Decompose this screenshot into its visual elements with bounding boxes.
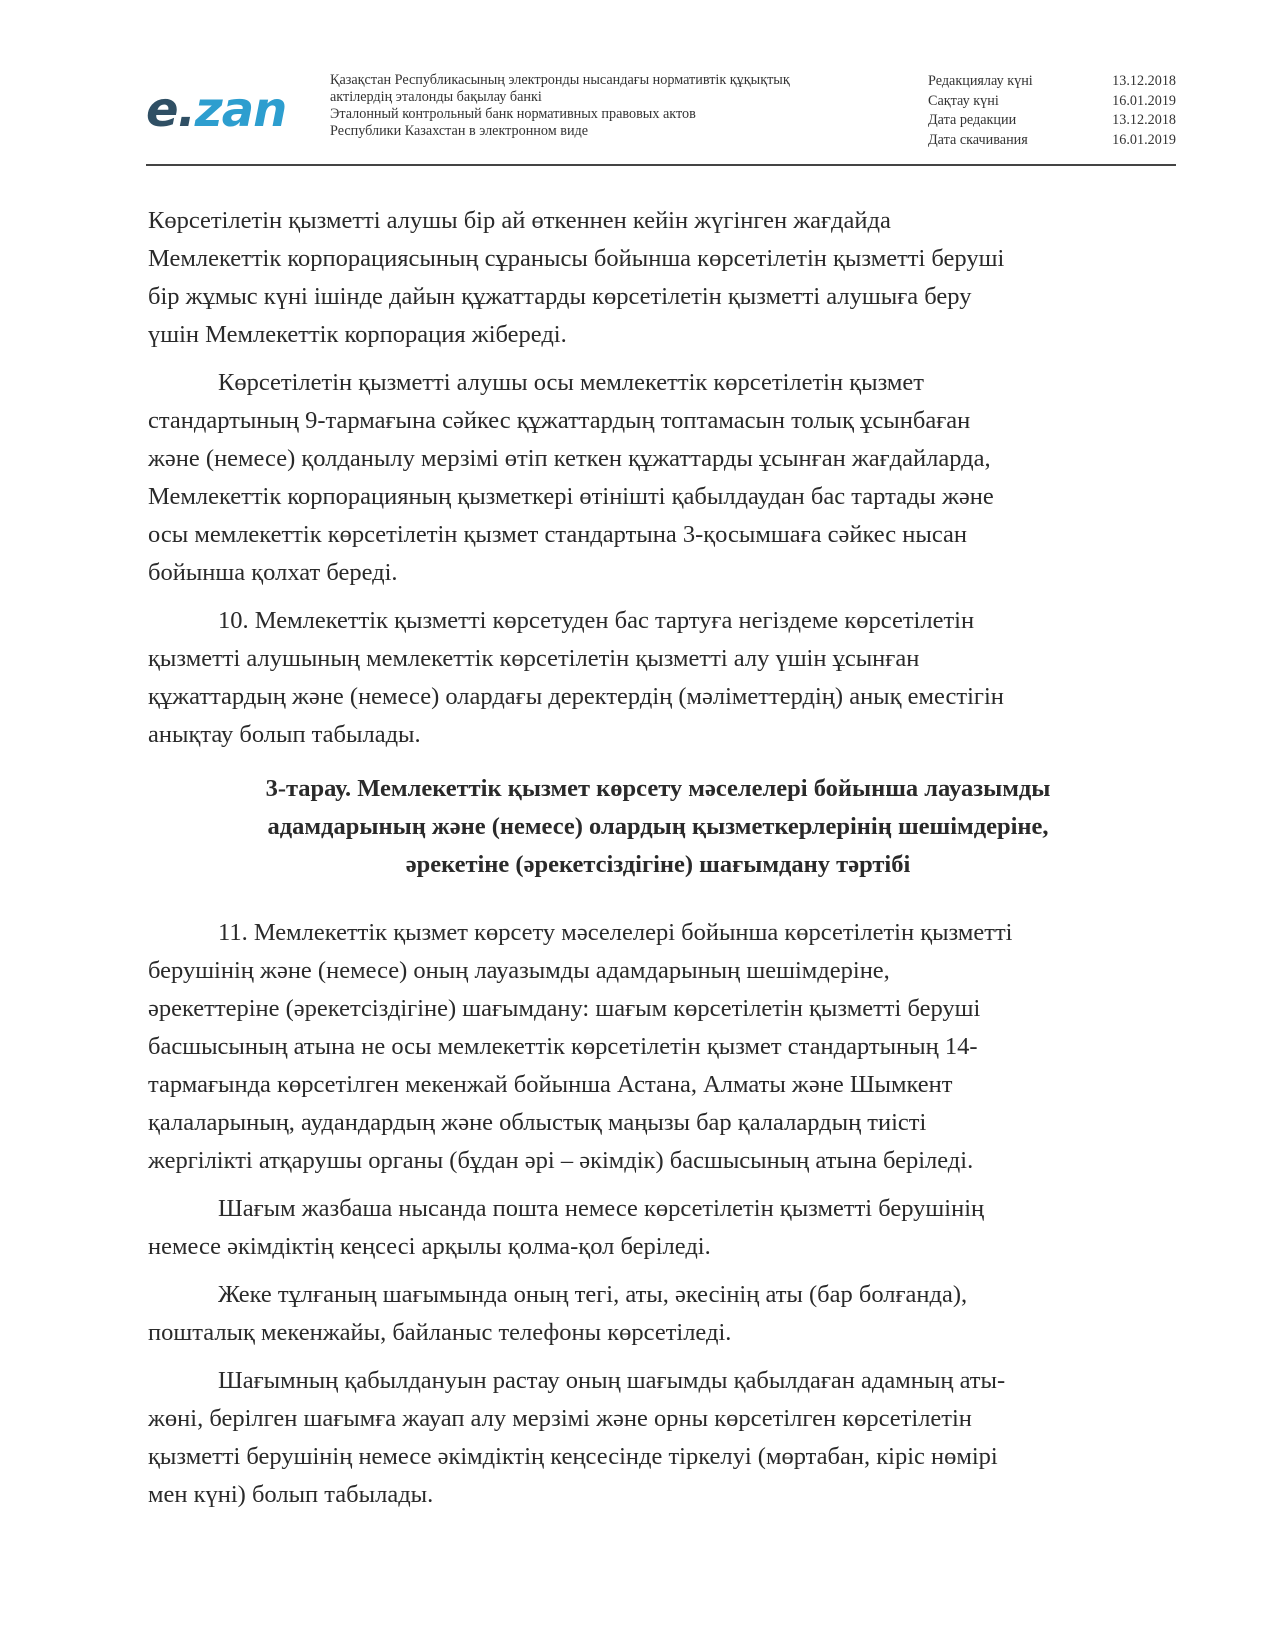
text-line: бойынша қолхат береді. [148, 559, 398, 586]
text-line: осы мемлекеттік көрсетілетін қызмет стандартына 3-қосымшаға сәйкес нысан [148, 521, 968, 548]
header-description-line: актілердің эталонды бақылау банкі [330, 89, 542, 105]
text-line: пошталық мекенжайы, байланыс телефоны көрсетіледі. [148, 1319, 732, 1346]
text-line: мен күні) болып табылады. [148, 1481, 434, 1508]
paragraph-gap [148, 592, 1168, 602]
meta-label: Сақтау күні [928, 92, 999, 109]
text-line: қызметті алушының мемлекеттік көрсетілетін қызметті алу үшін ұсынған [148, 645, 920, 672]
meta-value: 16.01.2019 [1112, 92, 1176, 109]
text-line: құжаттардың және (немесе) олардағы деректердің (мәліметтердің) анық еместігін [148, 683, 1004, 710]
meta-value: 13.12.2018 [1112, 112, 1176, 128]
meta-value: 16.01.2019 [1112, 131, 1176, 148]
paragraph-1 [148, 202, 1168, 354]
page-header [146, 70, 1176, 164]
text-line: жөні, берілген шағымға жауап алу мерзімі және орны көрсетілген көрсетілетін [148, 1405, 972, 1432]
paragraph-gap [148, 1180, 1168, 1190]
text-line: үшін Мемлекеттік корпорация жібереді. [148, 321, 567, 348]
section-gap [148, 754, 1168, 770]
text-line: Мемлекеттік корпорациясының сұранысы бойынша көрсетілетін қызметті беруші [148, 245, 1005, 272]
paragraph-7 [148, 1362, 1168, 1514]
text-line: стандартының 9-тармағына сәйкес құжаттардың топтамасын толық ұсынбаған [148, 407, 971, 434]
meta-row-save-date-kz [928, 92, 1176, 112]
heading-line: 3-тарау. Мемлекеттік қызмет көрсету мәселелері бойынша лауазымды [265, 775, 1051, 802]
heading-line: әрекетіне (әрекетсіздігіне) шағымдану тәртібі [405, 851, 911, 878]
header-description-line: Эталонный контрольный банк нормативных правовых актов [330, 106, 696, 122]
text-line: қызметті берушінің немесе әкімдіктің кеңсесінде тіркелуі (мөртабан, кіріс нөмірі [148, 1443, 998, 1470]
text-line: Шағым жазбаша нысанда пошта немесе көрсетілетін қызметті берушінің [218, 1195, 985, 1222]
text-line: немесе әкімдіктің кеңсесі арқылы қолма-қол беріледі. [148, 1233, 711, 1260]
text-line: 11. Мемлекеттік қызмет көрсету мәселелері бойынша көрсетілетін қызметті [218, 919, 1013, 946]
text-line: тармағында көрсетілген мекенжай бойынша Астана, Алматы және Шымкент [148, 1071, 953, 1098]
text-line: жергілікті атқарушы органы (бұдан әрі – әкімдік) басшысының атына беріледі. [148, 1147, 974, 1174]
text-line: берушінің және (немесе) оның лауазымды адамдарының шешімдеріне, [148, 957, 890, 984]
text-line: анықтау болып табылады. [148, 721, 421, 748]
paragraph-gap [148, 1266, 1168, 1276]
text-line: Көрсетілетін қызметті алушы бір ай өткеннен кейін жүгінген жағдайда [148, 207, 891, 234]
paragraph-2 [148, 364, 1168, 592]
heading-line: адамдарының және (немесе) олардың қызметкерлерінің шешімдеріне, [267, 813, 1049, 840]
meta-label: Редакциялау күні [928, 73, 1033, 89]
text-line: Шағымның қабылдануын растау оның шағымды қабылдаған адамның аты- [218, 1367, 1006, 1394]
ezan-logo [146, 82, 287, 138]
paragraph-6 [148, 1276, 1168, 1352]
text-line: қалаларының, аудандардың және облыстық маңызы бар қалалардың тиісті [148, 1109, 927, 1136]
header-description-line: Қазақстан Республикасының электронды нысандағы нормативтік құқықтық [330, 72, 790, 88]
meta-label: Дата скачивания [928, 131, 1028, 148]
text-line: басшысының атына не осы мемлекеттік көрсетілетін қызмет стандартының 14- [148, 1033, 978, 1060]
meta-row-download-date-ru [928, 131, 1176, 151]
paragraph-3 [148, 602, 1168, 754]
paragraph-gap [148, 354, 1168, 364]
section-gap [148, 884, 1168, 914]
text-line: Мемлекеттік корпорацияның қызметкері өтінішті қабылдаудан бас тартады және [148, 483, 994, 510]
header-meta [928, 72, 1176, 150]
header-description [330, 72, 890, 140]
text-line: бір жұмыс күні ішінде дайын құжаттарды көрсетілетін қызметті алушыға беру [148, 283, 972, 310]
meta-row-edit-date-kz [928, 72, 1176, 92]
text-line: Жеке тұлғаның шағымында оның тегі, аты, әкесінің аты (бар болғанда), [218, 1281, 968, 1308]
text-line: Көрсетілетін қызметті алушы осы мемлекеттік көрсетілетін қызмет [218, 369, 925, 396]
header-divider [146, 164, 1176, 166]
logo-e: e [146, 82, 178, 138]
meta-value: 13.12.2018 [1112, 73, 1176, 89]
logo-dot: . [177, 82, 195, 138]
document-body [148, 202, 1168, 1514]
paragraph-5 [148, 1190, 1168, 1266]
section-heading [148, 770, 1168, 884]
text-line: және (немесе) қолданылу мерзімі өтіп кеткен құжаттарды ұсынған жағдайларда, [148, 445, 991, 472]
paragraph-gap [148, 1352, 1168, 1362]
meta-row-edit-date-ru [928, 111, 1176, 131]
meta-label: Дата редакции [928, 112, 1017, 128]
logo-zan: zan [194, 82, 287, 138]
paragraph-4 [148, 914, 1168, 1180]
text-line: 10. Мемлекеттік қызметті көрсетуден бас тартуға негіздеме көрсетілетін [218, 607, 975, 634]
text-line: әрекеттеріне (әрекетсіздігіне) шағымдану: шағым көрсетілетін қызметті беруші [148, 995, 981, 1022]
header-description-line: Республики Казахстан в электронном виде [330, 123, 589, 139]
